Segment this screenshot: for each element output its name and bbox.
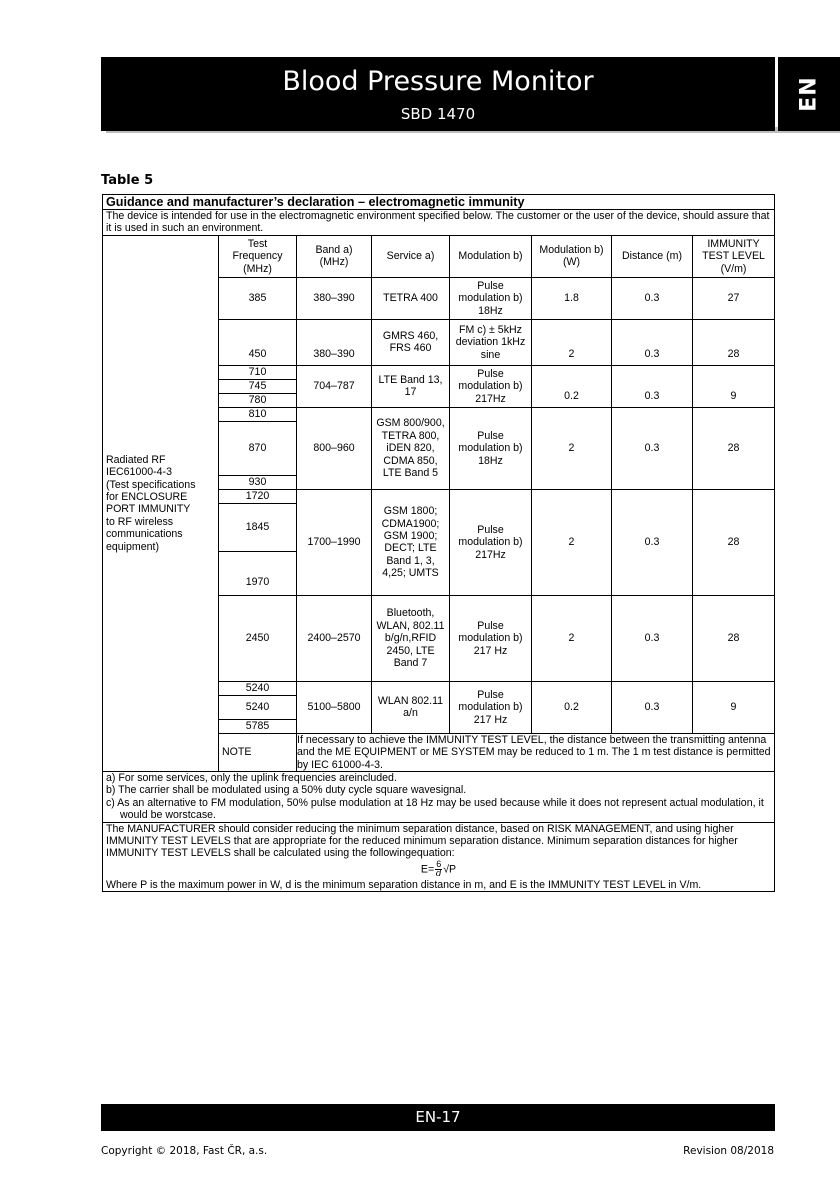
equation-lhs: E= bbox=[420, 863, 435, 876]
cell-modulation: FM c) ± 5kHz deviation 1kHz sine bbox=[450, 319, 532, 365]
cell-modulation: Pulse modulation b) 217 Hz bbox=[450, 595, 532, 681]
cell-band: 380–390 bbox=[297, 319, 372, 365]
cell-level: 28 bbox=[693, 595, 775, 681]
cell-service: GSM 800/900, TETRA 800, iDEN 820, CDMA 850, LTE Band 5 bbox=[372, 407, 450, 489]
cell-modulation: Pulse modulation b) 18Hz bbox=[450, 277, 532, 319]
side-line: Radiated RF bbox=[106, 453, 166, 466]
cell-band: 380–390 bbox=[297, 277, 372, 319]
equation-denominator: d bbox=[435, 868, 442, 879]
side-line: to RF wireless bbox=[106, 515, 174, 528]
cell-distance: 0.3 bbox=[612, 681, 693, 733]
cell-power: 0.2 bbox=[532, 681, 612, 733]
cell-service: WLAN 802.11 a/n bbox=[372, 681, 450, 733]
manufacturer-row bbox=[103, 822, 775, 892]
separation-equation bbox=[106, 860, 771, 879]
cell-distance: 0.3 bbox=[612, 407, 693, 489]
cell-level: 9 bbox=[693, 365, 775, 407]
cell-frequency: 780 bbox=[219, 393, 297, 407]
cell-service: GSM 1800; CDMA1900; GSM 1900; DECT; LTE Band 1, 3, 4,25; UMTS bbox=[372, 489, 450, 595]
footnote-a: a) For some services, only the uplink frequencies areincluded. bbox=[106, 772, 397, 785]
cell-power: 2 bbox=[532, 319, 612, 365]
cell-frequency: 5240 bbox=[219, 681, 297, 695]
col-modulation-power: Modulation b) (W) bbox=[532, 235, 612, 277]
header-bar bbox=[101, 57, 775, 131]
note-label: NOTE bbox=[219, 733, 297, 771]
language-label: EN bbox=[796, 76, 822, 112]
manufacturer-text: The MANUFACTURER should consider reducing the minimum separation distance, based on RISK MANAGEMENT, and using higher IMMUNITY TEST LEVELS that are appropriate for the reduced minimum separation distance. Minimum separation distances for higher IMMUNITY TEST LEVELS shall be calculated using the followingequation: bbox=[106, 822, 738, 860]
cell-band: 5100–5800 bbox=[297, 681, 372, 733]
emc-immunity-table bbox=[102, 194, 775, 892]
cell-power: 0.2 bbox=[532, 365, 612, 407]
cell-band: 800–960 bbox=[297, 407, 372, 489]
language-tab bbox=[778, 57, 840, 131]
cell-service: Bluetooth, WLAN, 802.11 b/g/n,RFID 2450, LTE Band 7 bbox=[372, 595, 450, 681]
cell-level: 28 bbox=[693, 407, 775, 489]
cell-frequency: 810 bbox=[219, 407, 297, 421]
cell-distance: 0.3 bbox=[612, 277, 693, 319]
cell-distance: 0.3 bbox=[612, 595, 693, 681]
cell-power: 2 bbox=[532, 407, 612, 489]
manufacturer-guidance bbox=[103, 822, 775, 892]
table-intro-row bbox=[103, 210, 775, 236]
cell-frequency: 745 bbox=[219, 379, 297, 393]
cell-modulation: Pulse modulation b) 18Hz bbox=[450, 407, 532, 489]
cell-distance: 0.3 bbox=[612, 365, 693, 407]
note-text: If necessary to achieve the IMMUNITY TEST LEVEL, the distance between the transmitting antenna and the ME EQUIPMENT or ME SYSTEM may be reduced to 1 m. The 1 m test distance is permitted by IEC 61000-4-3. bbox=[297, 733, 775, 771]
equation-numerator: 6 bbox=[436, 858, 442, 869]
cell-band: 1700–1990 bbox=[297, 489, 372, 595]
cell-level: 27 bbox=[693, 277, 775, 319]
page-number-bar bbox=[101, 1104, 775, 1131]
cell-frequency: 2450 bbox=[219, 595, 297, 681]
cell-service: LTE Band 13, 17 bbox=[372, 365, 450, 407]
where-text: Where P is the maximum power in W, d is the minimum separation distance in m, and E is the IMMUNITY TEST LEVEL in V/m. bbox=[106, 878, 702, 891]
cell-service: TETRA 400 bbox=[372, 277, 450, 319]
document-title: Blood Pressure Monitor bbox=[282, 66, 594, 97]
equation-fraction bbox=[435, 860, 442, 879]
cell-level: 9 bbox=[693, 681, 775, 733]
cell-frequency: 385 bbox=[219, 277, 297, 319]
side-line: IEC61000-4-3 bbox=[106, 466, 172, 479]
cell-modulation: Pulse modulation b) 217 Hz bbox=[450, 681, 532, 733]
cell-frequency: 1970 bbox=[219, 551, 297, 595]
cell-band: 2400–2570 bbox=[297, 595, 372, 681]
cell-frequency: 450 bbox=[219, 319, 297, 365]
cell-band: 704–787 bbox=[297, 365, 372, 407]
cell-frequency: 870 bbox=[219, 421, 297, 475]
side-line: PORT IMMUNITY bbox=[106, 503, 191, 516]
footnote-c: c) As an alternative to FM modulation, 50% pulse modulation at 18 Hz may be used because while it does not represent actual modulation, it would be worstcase. bbox=[106, 796, 764, 822]
page-number: EN-17 bbox=[415, 1108, 461, 1126]
cell-power: 1.8 bbox=[532, 277, 612, 319]
cell-frequency: 5240 bbox=[219, 695, 297, 719]
cell-level: 28 bbox=[693, 319, 775, 365]
footnotes bbox=[103, 772, 775, 823]
cell-frequency: 930 bbox=[219, 475, 297, 489]
col-test-frequency: Test Frequency (MHz) bbox=[219, 235, 297, 277]
table-heading-row bbox=[103, 195, 775, 210]
cell-frequency: 1720 bbox=[219, 489, 297, 503]
footnote-b: b) The carrier shall be modulated using a 50% duty cycle square wavesignal. bbox=[106, 784, 467, 797]
cell-frequency: 710 bbox=[219, 365, 297, 379]
cell-level: 28 bbox=[693, 489, 775, 595]
cell-modulation: Pulse modulation b) 217Hz bbox=[450, 365, 532, 407]
cell-distance: 0.3 bbox=[612, 489, 693, 595]
col-modulation: Modulation b) bbox=[450, 235, 532, 277]
col-service: Service a) bbox=[372, 235, 450, 277]
col-band: Band a) (MHz) bbox=[297, 235, 372, 277]
side-line: (Test specifications bbox=[106, 478, 196, 491]
cell-frequency: 5785 bbox=[219, 719, 297, 733]
col-immunity-level: IMMUNITY TEST LEVEL (V/m) bbox=[693, 235, 775, 277]
model-number: SBD 1470 bbox=[400, 105, 476, 123]
cell-modulation: Pulse modulation b) 217Hz bbox=[450, 489, 532, 595]
col-distance: Distance (m) bbox=[612, 235, 693, 277]
cell-power: 2 bbox=[532, 489, 612, 595]
footnotes-row bbox=[103, 772, 775, 823]
test-type-label bbox=[103, 235, 219, 771]
table-intro: The device is intended for use in the electromagnetic environment specified below. The customer or the user of the device, should assure that it is used in such an environment. bbox=[103, 210, 775, 236]
table-label: Table 5 bbox=[101, 173, 154, 188]
side-line: communications bbox=[106, 528, 183, 541]
cell-power: 2 bbox=[532, 595, 612, 681]
cell-frequency: 1845 bbox=[219, 503, 297, 551]
equation-rhs: √P bbox=[443, 863, 457, 876]
copyright: Copyright © 2018, Fast ČR, a.s. bbox=[101, 1145, 268, 1157]
cell-service: GMRS 460, FRS 460 bbox=[372, 319, 450, 365]
table-header-row bbox=[103, 235, 775, 277]
table-heading: Guidance and manufacturer’s declaration – electromagnetic immunity bbox=[103, 195, 775, 210]
side-line: equipment) bbox=[106, 540, 159, 553]
side-line: for ENCLOSURE bbox=[106, 491, 188, 504]
cell-distance: 0.3 bbox=[612, 319, 693, 365]
revision: Revision 08/2018 bbox=[683, 1145, 774, 1157]
